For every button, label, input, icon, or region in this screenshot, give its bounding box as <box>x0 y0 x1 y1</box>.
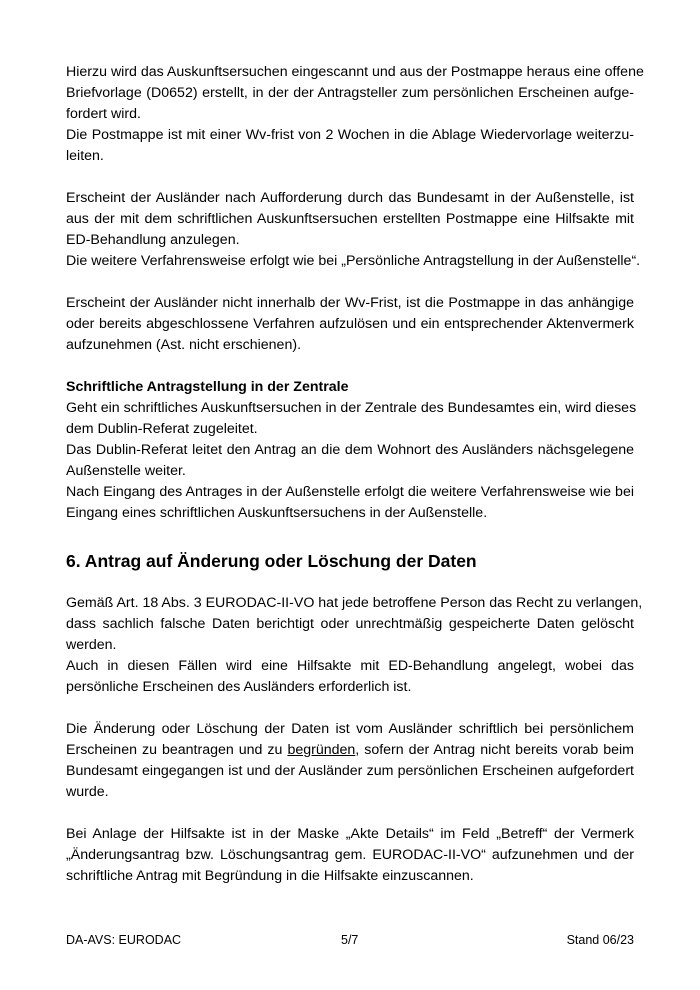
text-line: dass sachlich falsche Daten berichtigt oder unrechtmäßig gespeicherte Daten gelöscht <box>66 616 634 632</box>
footer-page-number: 5/7 <box>341 933 359 947</box>
text-line: dem Dublin-Referat zugeleitet. <box>66 421 258 437</box>
text-line: Erscheint der Ausländer nicht innerhalb der Wv-Frist, ist die Postmappe in das anhängige <box>66 295 634 311</box>
text-line: aufzunehmen (Ast. nicht erschienen). <box>66 337 302 353</box>
text-line: Die weitere Verfahrensweise erfolgt wie bei „Persönliche Antragstellung in der Außenstelle“. <box>66 253 641 269</box>
text-line: Bei Anlage der Hilfsakte ist in der Maske „Akte Details“ im Feld „Betreff“ der Vermerk <box>66 826 634 842</box>
text-line: Auch in diesen Fällen wird eine Hilfsakte mit ED-Behandlung angelegt, wobei das <box>66 658 634 674</box>
subheading: Schriftliche Antragstellung in der Zentrale <box>66 379 349 395</box>
text-line: Hierzu wird das Auskunftsersuchen eingescannt und aus der Postmappe heraus eine offene <box>66 64 644 80</box>
text-line: aus der mit dem schriftlichen Auskunftsersuchen erstellten Postmappe eine Hilfsakte mit <box>66 211 634 227</box>
text-line: Eingang eines schriftlichen Auskunftsersuchens in der Außenstelle. <box>66 505 488 521</box>
paragraph-rights <box>66 593 643 698</box>
underlined-word: begründen <box>287 742 356 758</box>
text-line: ED-Behandlung anzulegen. <box>66 232 240 248</box>
text-line: werden. <box>66 637 117 653</box>
document-page <box>66 62 644 887</box>
paragraph-scan-request <box>66 62 644 167</box>
paragraph-central-application <box>66 377 637 524</box>
section-heading: 6. Antrag auf Änderung oder Löschung der Daten <box>66 551 477 571</box>
paragraph-appearance <box>66 188 641 272</box>
text-line: leiten. <box>66 148 104 164</box>
text-line: Das Dublin-Referat leitet den Antrag an die dem Wohnort des Ausländers nächsgelegene <box>66 442 634 458</box>
text-line: Bundesamt eingegangen ist und der Ausländer zum persönlichen Erscheinen aufgefordert <box>66 763 634 779</box>
text-line: Außenstelle weiter. <box>66 463 186 479</box>
text-line: Nach Eingang des Antrages in der Außenstelle erfolgt die weitere Verfahrensweise wie bei <box>66 484 634 500</box>
text-line: Die Änderung oder Löschung der Daten ist vom Ausländer schriftlich bei persönlichem <box>66 721 634 737</box>
text-line: persönliche Erscheinen des Ausländers erforderlich ist. <box>66 679 412 695</box>
text-line: Gemäß Art. 18 Abs. 3 EURODAC-II-VO hat jede betroffene Person das Recht zu verlangen, <box>66 595 643 611</box>
paragraph-change-request <box>66 719 634 803</box>
text-line: Erscheint der Ausländer nach Aufforderung durch das Bundesamt in der Außenstelle, ist <box>66 190 634 206</box>
paragraph-file-creation <box>66 824 634 887</box>
text-line: Geht ein schriftliches Auskunftsersuchen in der Zentrale des Bundesamtes ein, wird dieses <box>66 400 637 416</box>
text-line: „Änderungsantrag bzw. Löschungsantrag gem. EURODAC-II-VO“ aufzunehmen und der <box>66 847 634 863</box>
footer-document-id: DA-AVS: EURODAC <box>66 933 182 947</box>
text-line: Briefvorlage (D0652) erstellt, in der der Antragsteller zum persönlichen Erscheinen aufge- <box>66 85 634 101</box>
text-line: fordert wird. <box>66 106 141 122</box>
text-line <box>66 740 634 761</box>
text-fragment: , sofern der Antrag nicht bereits vorab beim <box>355 742 635 758</box>
text-line: schriftliche Antrag mit Begründung in die Hilfsakte einzuscannen. <box>66 868 474 884</box>
paragraph-no-appearance <box>66 293 634 356</box>
text-line: oder bereits abgeschlossene Verfahren aufzulösen und ein entsprechender Aktenvermerk <box>66 316 634 332</box>
text-fragment: Erscheinen zu beantragen und zu <box>66 742 288 758</box>
text-line: Die Postmappe ist mit einer Wv-frist von 2 Wochen in die Ablage Wiedervorlage weiterzu- <box>66 127 634 143</box>
text-line: wurde. <box>66 784 109 800</box>
footer-version: Stand 06/23 <box>566 933 634 947</box>
